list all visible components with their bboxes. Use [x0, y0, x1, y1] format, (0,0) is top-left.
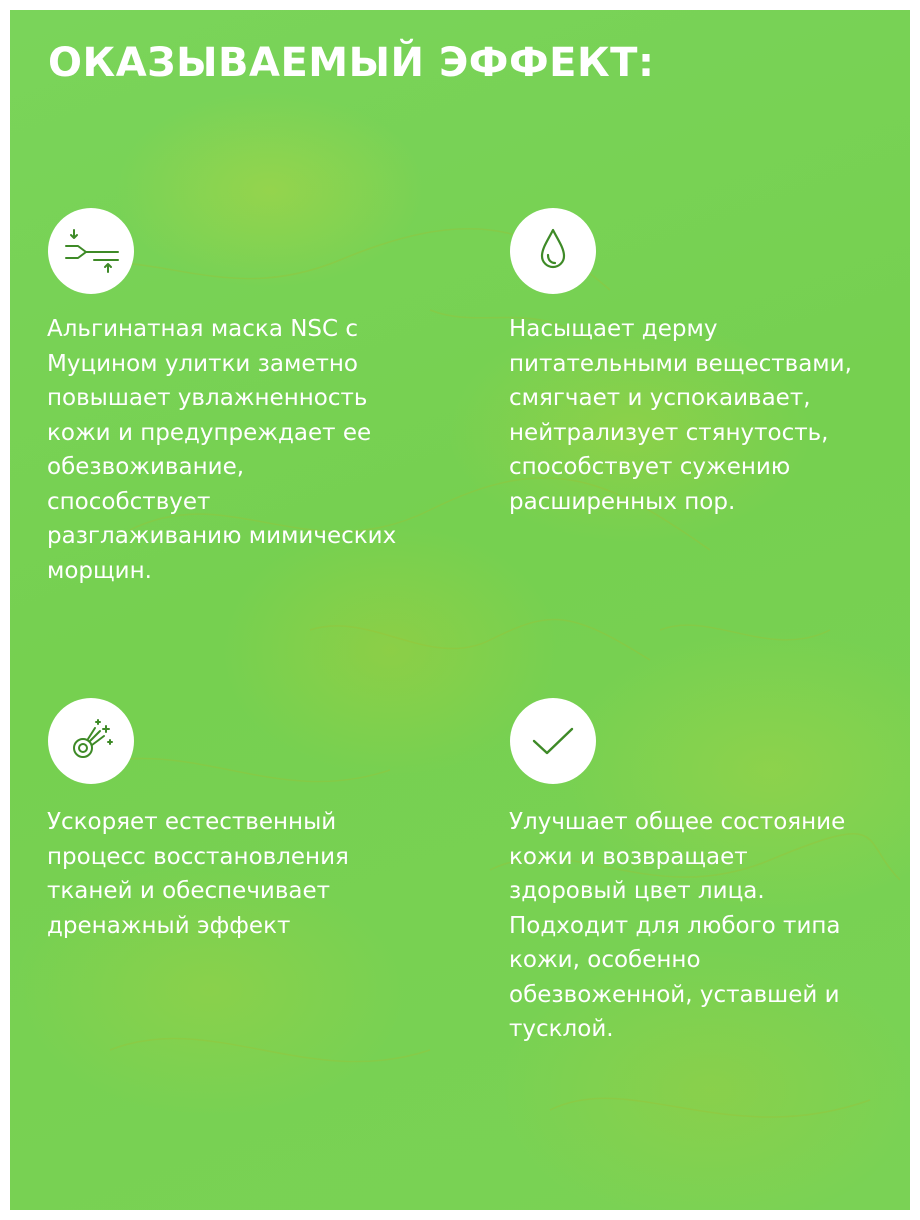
- effect-text-4: Улучшает общее состояние кожи и возвращает здоровый цвет лица. Подходит для любого типа кожи, особенно обезвоженной, уставшей и тусклой.: [509, 809, 846, 1042]
- effect-text-3: Ускоряет естественный процесс восстановления тканей и обеспечивает дренажный эффект: [47, 809, 349, 939]
- page-title: ОКАЗЫВАЕМЫЙ ЭФФЕКТ:: [48, 40, 655, 86]
- effect-text-1: Альгинатная маска NSC с Муцином улитки заметно повышает увлажненность кожи и предупреждает ее обезвоживание, способствует разглаживанию мимических морщин.: [47, 316, 397, 584]
- skin-layers-icon: [48, 208, 134, 294]
- water-drop-icon: [510, 208, 596, 294]
- sparkle-regeneration-icon: [48, 698, 134, 784]
- infographic-panel: [10, 10, 910, 1210]
- effect-text-2: Насыщает дерму питательными веществами, смягчает и успокаивает, нейтрализует стянутость, способствует сужению расширенных пор.: [509, 316, 852, 515]
- checkmark-icon: [510, 698, 596, 784]
